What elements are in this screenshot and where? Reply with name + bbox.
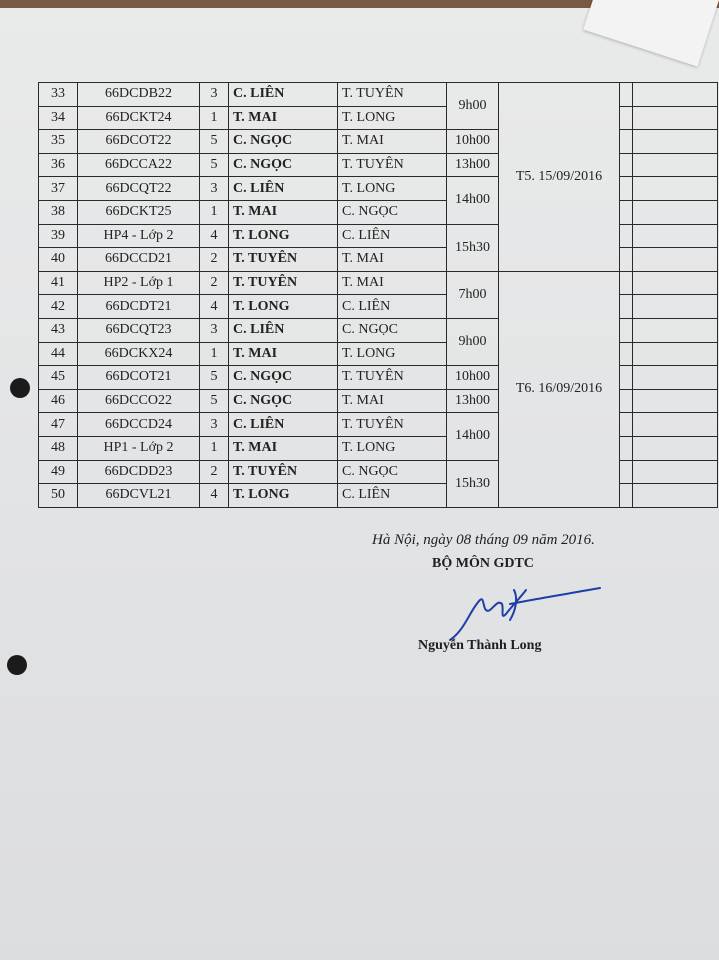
- class-code-cell: 66DCVL21: [78, 484, 200, 508]
- time-cell: 14h00: [447, 177, 499, 224]
- session-count-cell: 5: [200, 366, 229, 390]
- note-cell: [620, 413, 633, 437]
- secondary-teacher-cell: T. TUYÊN: [338, 153, 447, 177]
- extra-cell: [633, 200, 718, 224]
- session-count-cell: 3: [200, 83, 229, 107]
- class-code-cell: HP1 - Lớp 2: [78, 436, 200, 460]
- row-number-cell: 36: [39, 153, 78, 177]
- extra-cell: [633, 130, 718, 154]
- time-cell: 13h00: [447, 153, 499, 177]
- row-number-cell: 38: [39, 200, 78, 224]
- extra-cell: [633, 342, 718, 366]
- class-code-cell: 66DCDD23: [78, 460, 200, 484]
- extra-cell: [633, 366, 718, 390]
- primary-teacher-cell: T. TUYÊN: [229, 248, 338, 272]
- class-code-cell: 66DCCD24: [78, 413, 200, 437]
- note-cell: [620, 177, 633, 201]
- note-cell: [620, 106, 633, 130]
- extra-cell: [633, 153, 718, 177]
- time-cell: 7h00: [447, 271, 499, 318]
- extra-cell: [633, 436, 718, 460]
- extra-cell: [633, 83, 718, 107]
- department-name: BỘ MÔN GDTC: [432, 556, 534, 571]
- session-count-cell: 2: [200, 460, 229, 484]
- row-number-cell: 49: [39, 460, 78, 484]
- secondary-teacher-cell: C. LIÊN: [338, 224, 447, 248]
- extra-cell: [633, 177, 718, 201]
- row-number-cell: 41: [39, 271, 78, 295]
- note-cell: [620, 342, 633, 366]
- secondary-teacher-cell: T. MAI: [338, 271, 447, 295]
- secondary-teacher-cell: C. LIÊN: [338, 295, 447, 319]
- row-number-cell: 39: [39, 224, 78, 248]
- class-code-cell: 66DCOT22: [78, 130, 200, 154]
- class-code-cell: 66DCQT22: [78, 177, 200, 201]
- primary-teacher-cell: C. LIÊN: [229, 413, 338, 437]
- session-count-cell: 5: [200, 153, 229, 177]
- time-cell: 13h00: [447, 389, 499, 413]
- extra-cell: [633, 318, 718, 342]
- secondary-teacher-cell: T. LONG: [338, 436, 447, 460]
- secondary-teacher-cell: T. LONG: [338, 177, 447, 201]
- class-code-cell: 66DCCD21: [78, 248, 200, 272]
- secondary-teacher-cell: T. TUYÊN: [338, 366, 447, 390]
- class-code-cell: 66DCCA22: [78, 153, 200, 177]
- signer-name: Nguyễn Thành Long: [418, 638, 542, 653]
- row-number-cell: 46: [39, 389, 78, 413]
- session-count-cell: 3: [200, 413, 229, 437]
- primary-teacher-cell: T. MAI: [229, 436, 338, 460]
- session-count-cell: 5: [200, 130, 229, 154]
- schedule-body: [39, 83, 718, 508]
- row-number-cell: 50: [39, 484, 78, 508]
- class-code-cell: HP4 - Lớp 2: [78, 224, 200, 248]
- extra-cell: [633, 460, 718, 484]
- note-cell: [620, 83, 633, 107]
- note-cell: [620, 295, 633, 319]
- table-row: [39, 83, 718, 107]
- primary-teacher-cell: T. TUYÊN: [229, 271, 338, 295]
- secondary-teacher-cell: C. NGỌC: [338, 460, 447, 484]
- note-cell: [620, 271, 633, 295]
- secondary-teacher-cell: T. TUYÊN: [338, 83, 447, 107]
- primary-teacher-cell: C. LIÊN: [229, 83, 338, 107]
- time-cell: 9h00: [447, 83, 499, 130]
- session-count-cell: 1: [200, 106, 229, 130]
- session-count-cell: 4: [200, 295, 229, 319]
- punch-hole-icon: [10, 378, 30, 398]
- time-cell: 9h00: [447, 318, 499, 365]
- class-code-cell: 66DCKT24: [78, 106, 200, 130]
- secondary-teacher-cell: T. TUYÊN: [338, 413, 447, 437]
- primary-teacher-cell: C. NGỌC: [229, 366, 338, 390]
- note-cell: [620, 436, 633, 460]
- schedule-table: [38, 82, 718, 508]
- secondary-teacher-cell: T. MAI: [338, 248, 447, 272]
- row-number-cell: 37: [39, 177, 78, 201]
- note-cell: [620, 460, 633, 484]
- extra-cell: [633, 248, 718, 272]
- secondary-teacher-cell: C. NGỌC: [338, 200, 447, 224]
- class-code-cell: 66DCQT23: [78, 318, 200, 342]
- extra-cell: [633, 484, 718, 508]
- primary-teacher-cell: T. LONG: [229, 484, 338, 508]
- primary-teacher-cell: T. LONG: [229, 224, 338, 248]
- extra-cell: [633, 389, 718, 413]
- time-cell: 15h30: [447, 224, 499, 271]
- class-code-cell: 66DCDT21: [78, 295, 200, 319]
- primary-teacher-cell: C. LIÊN: [229, 177, 338, 201]
- session-count-cell: 4: [200, 484, 229, 508]
- secondary-teacher-cell: C. LIÊN: [338, 484, 447, 508]
- primary-teacher-cell: C. NGỌC: [229, 153, 338, 177]
- class-code-cell: HP2 - Lớp 1: [78, 271, 200, 295]
- secondary-teacher-cell: T. LONG: [338, 106, 447, 130]
- primary-teacher-cell: C. NGỌC: [229, 130, 338, 154]
- note-cell: [620, 153, 633, 177]
- row-number-cell: 47: [39, 413, 78, 437]
- row-number-cell: 35: [39, 130, 78, 154]
- extra-cell: [633, 271, 718, 295]
- note-cell: [620, 389, 633, 413]
- date-cell: T6. 16/09/2016: [499, 271, 620, 507]
- time-cell: 10h00: [447, 130, 499, 154]
- time-cell: 14h00: [447, 413, 499, 460]
- row-number-cell: 42: [39, 295, 78, 319]
- secondary-teacher-cell: C. NGỌC: [338, 318, 447, 342]
- date-cell: T5. 15/09/2016: [499, 83, 620, 272]
- place-date: Hà Nội, ngày 08 tháng 09 năm 2016.: [372, 532, 595, 548]
- note-cell: [620, 366, 633, 390]
- row-number-cell: 40: [39, 248, 78, 272]
- session-count-cell: 4: [200, 224, 229, 248]
- note-cell: [620, 484, 633, 508]
- session-count-cell: 1: [200, 436, 229, 460]
- session-count-cell: 1: [200, 342, 229, 366]
- note-cell: [620, 318, 633, 342]
- class-code-cell: 66DCKX24: [78, 342, 200, 366]
- session-count-cell: 5: [200, 389, 229, 413]
- session-count-cell: 2: [200, 271, 229, 295]
- punch-hole-icon: [7, 655, 27, 675]
- row-number-cell: 43: [39, 318, 78, 342]
- row-number-cell: 45: [39, 366, 78, 390]
- secondary-teacher-cell: T. MAI: [338, 130, 447, 154]
- extra-cell: [633, 413, 718, 437]
- extra-cell: [633, 295, 718, 319]
- session-count-cell: 1: [200, 200, 229, 224]
- extra-cell: [633, 106, 718, 130]
- extra-cell: [633, 224, 718, 248]
- time-cell: 15h30: [447, 460, 499, 507]
- session-count-cell: 2: [200, 248, 229, 272]
- row-number-cell: 33: [39, 83, 78, 107]
- note-cell: [620, 200, 633, 224]
- primary-teacher-cell: T. MAI: [229, 342, 338, 366]
- table-row: [39, 271, 718, 295]
- primary-teacher-cell: T. LONG: [229, 295, 338, 319]
- row-number-cell: 44: [39, 342, 78, 366]
- secondary-teacher-cell: T. LONG: [338, 342, 447, 366]
- class-code-cell: 66DCKT25: [78, 200, 200, 224]
- time-cell: 10h00: [447, 366, 499, 390]
- session-count-cell: 3: [200, 318, 229, 342]
- note-cell: [620, 248, 633, 272]
- note-cell: [620, 130, 633, 154]
- class-code-cell: 66DCDB22: [78, 83, 200, 107]
- secondary-teacher-cell: T. MAI: [338, 389, 447, 413]
- class-code-cell: 66DCCO22: [78, 389, 200, 413]
- primary-teacher-cell: C. LIÊN: [229, 318, 338, 342]
- primary-teacher-cell: T. MAI: [229, 106, 338, 130]
- row-number-cell: 48: [39, 436, 78, 460]
- class-code-cell: 66DCOT21: [78, 366, 200, 390]
- primary-teacher-cell: T. TUYÊN: [229, 460, 338, 484]
- session-count-cell: 3: [200, 177, 229, 201]
- row-number-cell: 34: [39, 106, 78, 130]
- primary-teacher-cell: T. MAI: [229, 200, 338, 224]
- note-cell: [620, 224, 633, 248]
- primary-teacher-cell: C. NGỌC: [229, 389, 338, 413]
